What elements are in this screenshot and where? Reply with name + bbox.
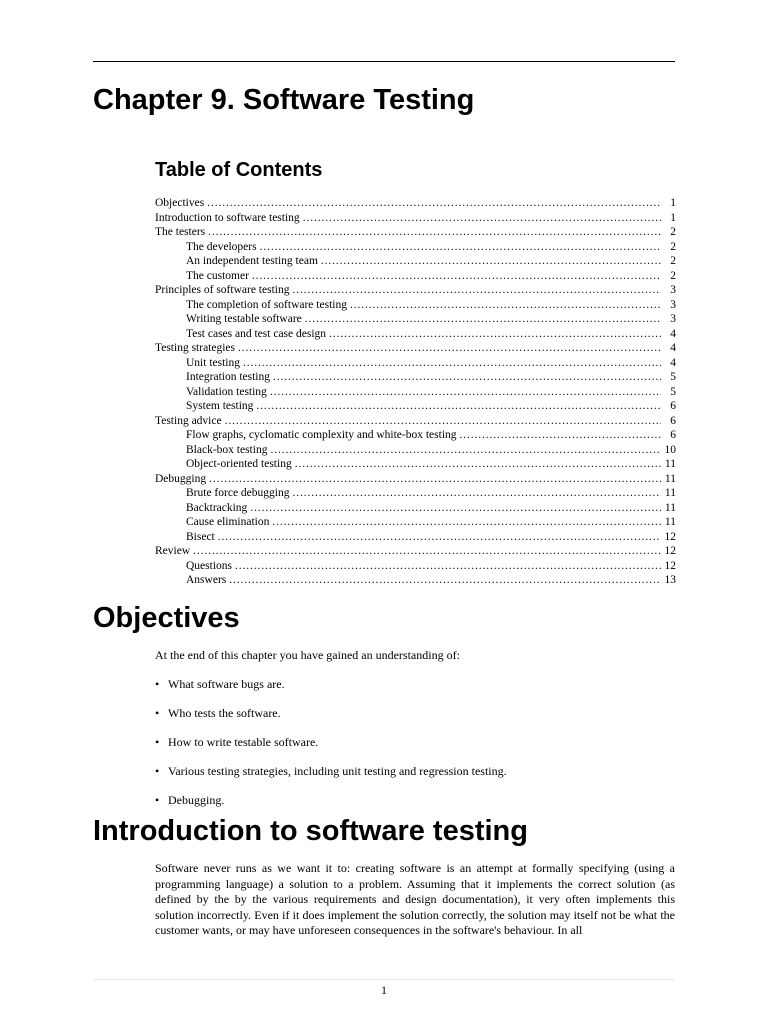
toc-entry-label: System testing: [186, 400, 254, 412]
toc-entry-page: 12: [664, 530, 676, 543]
toc-leader-dots: [321, 254, 661, 269]
toc-entry[interactable]: [155, 312, 676, 327]
toc-entry-label: Writing testable software: [186, 313, 302, 325]
toc-entry-page: 4: [670, 356, 676, 369]
toc-entry-label: Test cases and test case design: [186, 327, 327, 340]
toc-leader-dots: [272, 515, 661, 530]
objectives-intro: At the end of this chapter you have gained an understanding of:: [155, 648, 460, 662]
toc-leader-dots: [235, 559, 661, 574]
toc-entry-page: 5: [670, 385, 676, 398]
toc-entry[interactable]: [155, 240, 676, 255]
toc-leader-dots: [292, 283, 661, 298]
chapter-title: Chapter 9. Software Testing: [93, 84, 475, 116]
list-item-text: Who tests the software.: [168, 706, 281, 720]
toc-entry-page: 6: [670, 429, 676, 441]
toc-entry-page: 1: [670, 211, 676, 224]
toc-entry-label: Review: [155, 545, 191, 557]
introduction-heading: Introduction to software testing: [93, 815, 528, 847]
list-item: [155, 763, 675, 792]
toc-entry[interactable]: [155, 573, 676, 588]
toc-entry-page: 10: [664, 443, 676, 456]
toc-entry-page: 2: [670, 240, 676, 253]
toc-entry[interactable]: [155, 196, 676, 211]
toc-entry-page: 11: [664, 472, 676, 485]
toc-entry-label: The completion of software testing: [186, 298, 347, 311]
toc-entry-page: 12: [664, 559, 676, 572]
toc-entry-page: 5: [670, 371, 676, 383]
introduction-paragraph: Software never runs as we want it to: creating software is an attempt at formally specifying (using a programming language) a solution to a problem. Assuming that it implements the correct solution (as defined by the by the various requirements and design documentation), it very often implements this solution incorrectly. Even if it does implement the solution correctly, the solution may itself not be what the customer wants, or may have unforeseen consequences in the software's behaviour. In all: [155, 861, 675, 937]
toc-entry-label: Unit testing: [186, 356, 240, 369]
toc-leader-dots: [229, 573, 661, 588]
toc-leader-dots: [292, 486, 661, 501]
toc-entry[interactable]: [155, 327, 676, 342]
toc-leader-dots: [207, 196, 661, 211]
toc-entry-page: 11: [664, 501, 676, 514]
toc-entry[interactable]: [155, 211, 676, 226]
objectives-list: [155, 676, 675, 821]
list-item-text: How to write testable software.: [168, 735, 319, 749]
toc-entry[interactable]: [155, 515, 676, 530]
toc-title: Table of Contents: [155, 159, 323, 181]
toc-leader-dots: [208, 225, 661, 240]
toc-entry-page: 3: [670, 313, 676, 325]
toc-entry-label: Objectives: [155, 197, 205, 209]
toc-leader-dots: [209, 472, 661, 487]
header-rule: [93, 61, 675, 62]
toc-leader-dots: [256, 399, 661, 414]
objectives-heading: Objectives: [93, 602, 240, 634]
toc-leader-dots: [305, 312, 661, 327]
toc-entry-page: 4: [670, 342, 676, 354]
toc-entry-page: 2: [670, 269, 676, 282]
toc-leader-dots: [273, 370, 661, 385]
bullet-icon: •: [155, 764, 160, 778]
toc-entry[interactable]: [155, 457, 676, 472]
toc-entry-page: 11: [664, 458, 676, 470]
toc-entry[interactable]: [155, 428, 676, 443]
toc-entry[interactable]: [155, 544, 676, 559]
toc-entry-label: Testing strategies: [155, 342, 235, 354]
toc-entry[interactable]: [155, 399, 676, 414]
toc-leader-dots: [218, 530, 661, 545]
toc-entry-label: Brute force debugging: [186, 487, 290, 499]
toc-entry-label: Black-box testing: [186, 443, 268, 456]
toc-entry[interactable]: [155, 298, 676, 313]
bullet-icon: •: [155, 735, 160, 749]
toc-entry[interactable]: [155, 341, 676, 356]
toc-leader-dots: [295, 457, 661, 472]
toc-leader-dots: [260, 240, 661, 255]
toc-entry-label: Backtracking: [186, 501, 248, 514]
toc-entry[interactable]: [155, 283, 676, 298]
toc-entry-page: 11: [664, 516, 676, 528]
toc-entry-page: 6: [670, 400, 676, 412]
toc-entry[interactable]: [155, 356, 676, 371]
toc-entry[interactable]: [155, 472, 676, 487]
toc-entry-label: Introduction to software testing: [155, 211, 300, 224]
toc-entry[interactable]: [155, 559, 676, 574]
toc-entry-page: 3: [670, 284, 676, 296]
toc-entry[interactable]: [155, 269, 676, 284]
toc-entry-page: 1: [670, 197, 676, 209]
toc-entry-label: Questions: [186, 559, 232, 572]
toc-entry[interactable]: [155, 501, 676, 516]
list-item-text: What software bugs are.: [168, 677, 285, 691]
toc-entry-label: Integration testing: [186, 371, 270, 383]
toc-entry-label: Debugging: [155, 472, 207, 485]
bullet-icon: •: [155, 677, 160, 691]
toc-entry-page: 11: [664, 487, 676, 499]
toc-entry-label: Object-oriented testing: [186, 458, 292, 470]
toc-leader-dots: [252, 269, 661, 284]
toc-leader-dots: [243, 356, 661, 371]
toc-leader-dots: [329, 327, 661, 342]
toc-leader-dots: [460, 428, 661, 443]
footer-rule: [93, 979, 675, 980]
list-item: [155, 705, 675, 734]
toc-leader-dots: [193, 544, 661, 559]
toc-leader-dots: [303, 211, 661, 226]
toc-leader-dots: [270, 443, 661, 458]
toc-entry[interactable]: [155, 385, 676, 400]
toc-entry-page: 13: [664, 574, 676, 586]
bullet-icon: •: [155, 793, 160, 807]
list-item: [155, 734, 675, 763]
toc-entry[interactable]: [155, 254, 676, 269]
list-item-text: Debugging.: [168, 793, 225, 807]
toc-entry-page: 6: [670, 414, 676, 427]
toc-entry-label: Cause elimination: [186, 516, 270, 528]
toc-leader-dots: [225, 414, 661, 429]
page-number: 1: [381, 983, 387, 997]
toc-entry-label: Principles of software testing: [155, 284, 290, 296]
toc-entry-page: 2: [670, 255, 676, 267]
toc-entry[interactable]: [155, 370, 676, 385]
toc-leader-dots: [238, 341, 661, 356]
toc-entry-label: Answers: [186, 574, 227, 586]
list-item-text: Various testing strategies, including unit testing and regression testing.: [168, 764, 507, 778]
toc-entry[interactable]: [155, 414, 676, 429]
toc-entry-label: Flow graphs, cyclomatic complexity and white-box testing: [186, 429, 457, 441]
toc-leader-dots: [350, 298, 661, 313]
toc-entry-page: 12: [664, 545, 676, 557]
toc-leader-dots: [250, 501, 661, 516]
bullet-icon: •: [155, 706, 160, 720]
toc-entry-page: 2: [670, 226, 676, 238]
toc-entry-label: Testing advice: [155, 414, 222, 427]
toc-leader-dots: [270, 385, 661, 400]
toc-entry[interactable]: [155, 225, 676, 240]
toc-entry-label: Bisect: [186, 530, 215, 543]
table-of-contents: [155, 196, 676, 588]
toc-entry-label: The customer: [186, 269, 249, 282]
toc-entry-page: 3: [670, 298, 676, 311]
list-item: [155, 676, 675, 705]
toc-entry-label: The developers: [186, 240, 257, 253]
toc-entry[interactable]: [155, 530, 676, 545]
toc-entry-label: The testers: [155, 226, 206, 238]
toc-entry[interactable]: [155, 443, 676, 458]
toc-entry[interactable]: [155, 486, 676, 501]
toc-entry-label: An independent testing team: [186, 255, 318, 267]
toc-entry-page: 4: [670, 327, 676, 340]
toc-entry-label: Validation testing: [186, 385, 267, 398]
